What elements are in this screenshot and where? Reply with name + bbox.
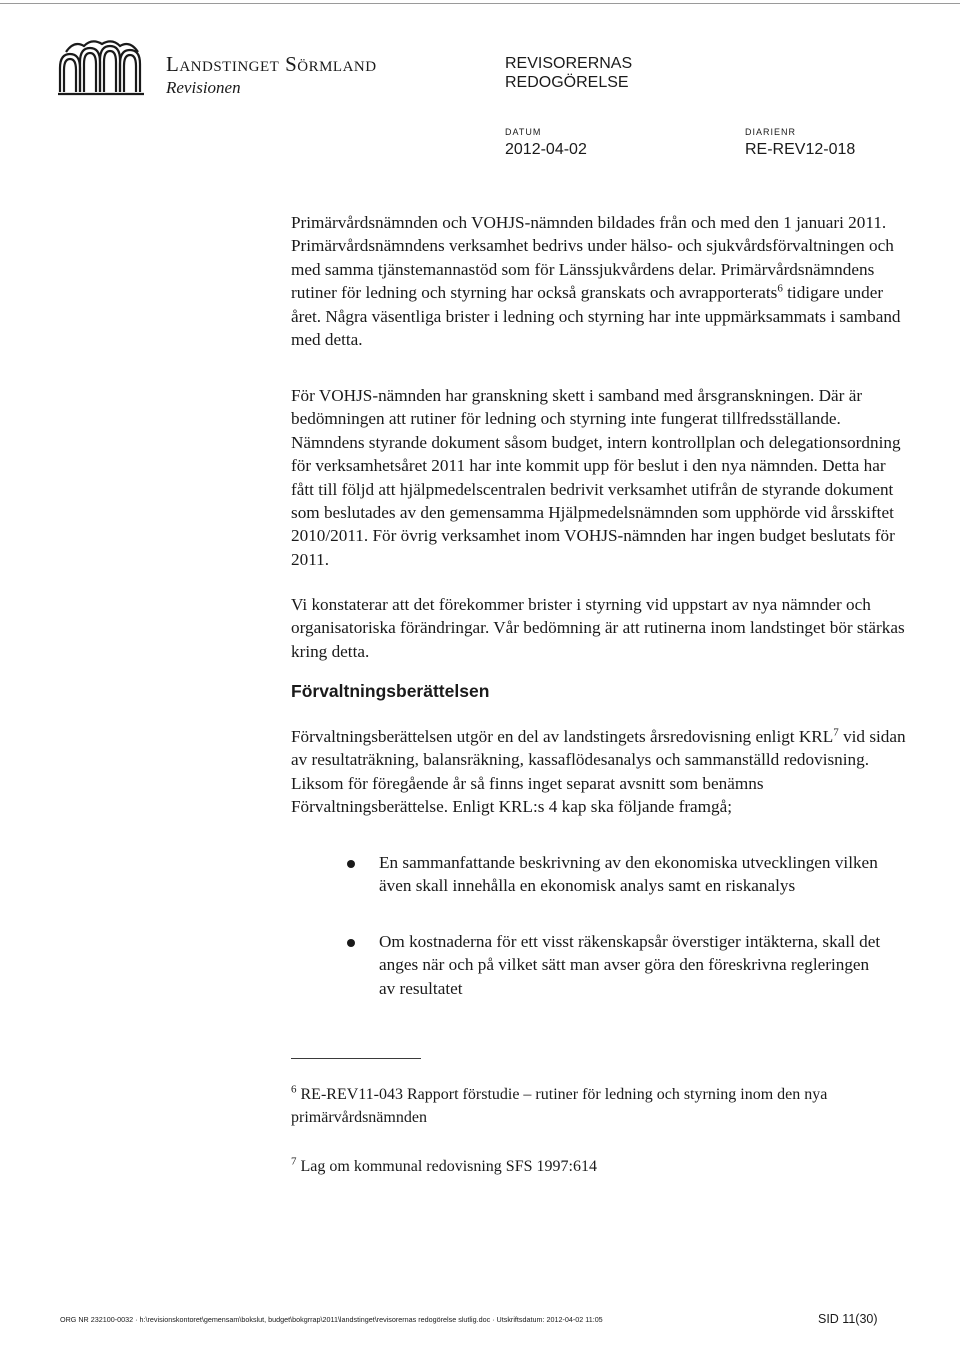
top-border-line bbox=[0, 3, 960, 4]
paragraph-text: Primärvårdsnämnden och VOHJS-nämnden bildades från och med den 1 januari 2011. Primärvårdsnämndens verksamhet bedrivs under hälso- och sjukvårdsförvaltningen och med samma tjänstemannastöd som för Länssjukvårdens delar. Primärvårdsnämndens rutiner för ledning och styrning har också granskats och avrapporterats bbox=[291, 213, 894, 303]
footnote-separator bbox=[291, 1058, 421, 1059]
paragraph-text: vid sidan av resultaträkning, balansräkning, kassaflödesanalys och sammanställd redovisning. Liksom för föregående år så finns inget separat avsnitt som benämns Förvaltningsberättelse. Enligt KRL:s 4 kap ska följande framgå; bbox=[291, 727, 906, 817]
paragraph-forvaltningsberattelsen bbox=[291, 725, 906, 819]
paragraph-conclusion: Vi konstaterar att det förekommer brister i styrning vid uppstart av nya nämnder och organisatoriska förändringar. Vår bedömning är att rutinerna inom landstinget bör stärkas kring detta. bbox=[291, 595, 905, 661]
organization-subtitle: Revisionen bbox=[166, 78, 241, 97]
footer-path: ORG NR 232100-0032 · h:\revisionskontoret\gemensam\bokslut, budget\bokgrrap\2011\landstinget\revisorernas redogörelse slutlig.doc · Utskriftsdatum: 2012-04-02 11:05 bbox=[60, 1315, 603, 1324]
paragraph-vohjs-namnden: För VOHJS-nämnden har granskning skett i samband med årsgranskningen. Där är bedömningen att rutiner för ledning och styrning inte fungerat tillfredsställande. Nämndens styrande dokument såsom budget, intern kontrollplan och delegationsordning för verksamhetsåret 2011 har inte kommit upp för beslut i den nya nämnden. Detta har fått till följd att hjälpmedelscentralen bedrivit verksamhet utifrån de styrande dokument som beslutades av den gemensamma Hjälpmedelsnämnden som upphörde vid årsskiftet 2010/2011. För övrig verksamhet inom VOHJS-nämnden har ingen budget beslutats för 2011. bbox=[291, 386, 901, 569]
list-item bbox=[291, 930, 884, 1000]
organization-name: Landstinget Sörmland bbox=[166, 52, 377, 76]
paragraph-text: Förvaltningsberättelsen utgör en del av landstingets årsredovisning enligt KRL bbox=[291, 727, 834, 746]
footnote-7 bbox=[291, 1155, 891, 1178]
footnote-number: 6 bbox=[291, 1083, 297, 1096]
date-value: 2012-04-02 bbox=[505, 141, 587, 158]
document-type-line-2: REDOGÖRELSE bbox=[505, 74, 629, 91]
landsting-logo-icon bbox=[54, 38, 150, 98]
footnote-6 bbox=[291, 1083, 891, 1129]
bullet-list bbox=[291, 930, 906, 1000]
bullet-icon bbox=[347, 860, 355, 868]
paragraph-primarvardsnamnden bbox=[291, 211, 906, 351]
bullet-icon bbox=[347, 939, 355, 947]
document-type bbox=[505, 54, 705, 92]
page-number: SID 11(30) bbox=[818, 1312, 878, 1326]
list-item-text: En sammanfattande beskrivning av den ekonomiska utvecklingen vilken även skall innehålla en ekonomisk analys samt en riskanalys bbox=[379, 853, 878, 896]
footnote-ref-7[interactable]: 7 bbox=[833, 726, 839, 739]
diarienr-value: RE-REV12-018 bbox=[745, 141, 856, 158]
diarienr-label: DIARIENR bbox=[745, 127, 797, 137]
footnote-text: Lag om kommunal redovisning SFS 1997:614 bbox=[296, 1158, 597, 1175]
section-heading: Förvaltningsberättelsen bbox=[291, 681, 490, 701]
date-label: DATUM bbox=[505, 127, 542, 137]
list-item bbox=[291, 851, 884, 898]
paragraph-text: tidigare under året. Några väsentliga brister i ledning och styrning har inte uppmärksammats i samband med detta. bbox=[291, 283, 901, 350]
footnote-number: 7 bbox=[291, 1155, 297, 1168]
footnote-text: RE-REV11-043 Rapport förstudie – rutiner för ledning och styrning inom den nya primärvårdsnämnden bbox=[291, 1086, 828, 1126]
document-type-line-1: REVISORERNAS bbox=[505, 55, 633, 72]
list-item-text: Om kostnaderna för ett visst räkenskapsår överstiger intäkterna, skall det anges när och på vilket sätt man avser göra den föreskrivna regleringen av resultatet bbox=[379, 932, 881, 998]
footnote-ref-6[interactable]: 6 bbox=[777, 282, 783, 295]
bullet-list bbox=[291, 851, 906, 898]
